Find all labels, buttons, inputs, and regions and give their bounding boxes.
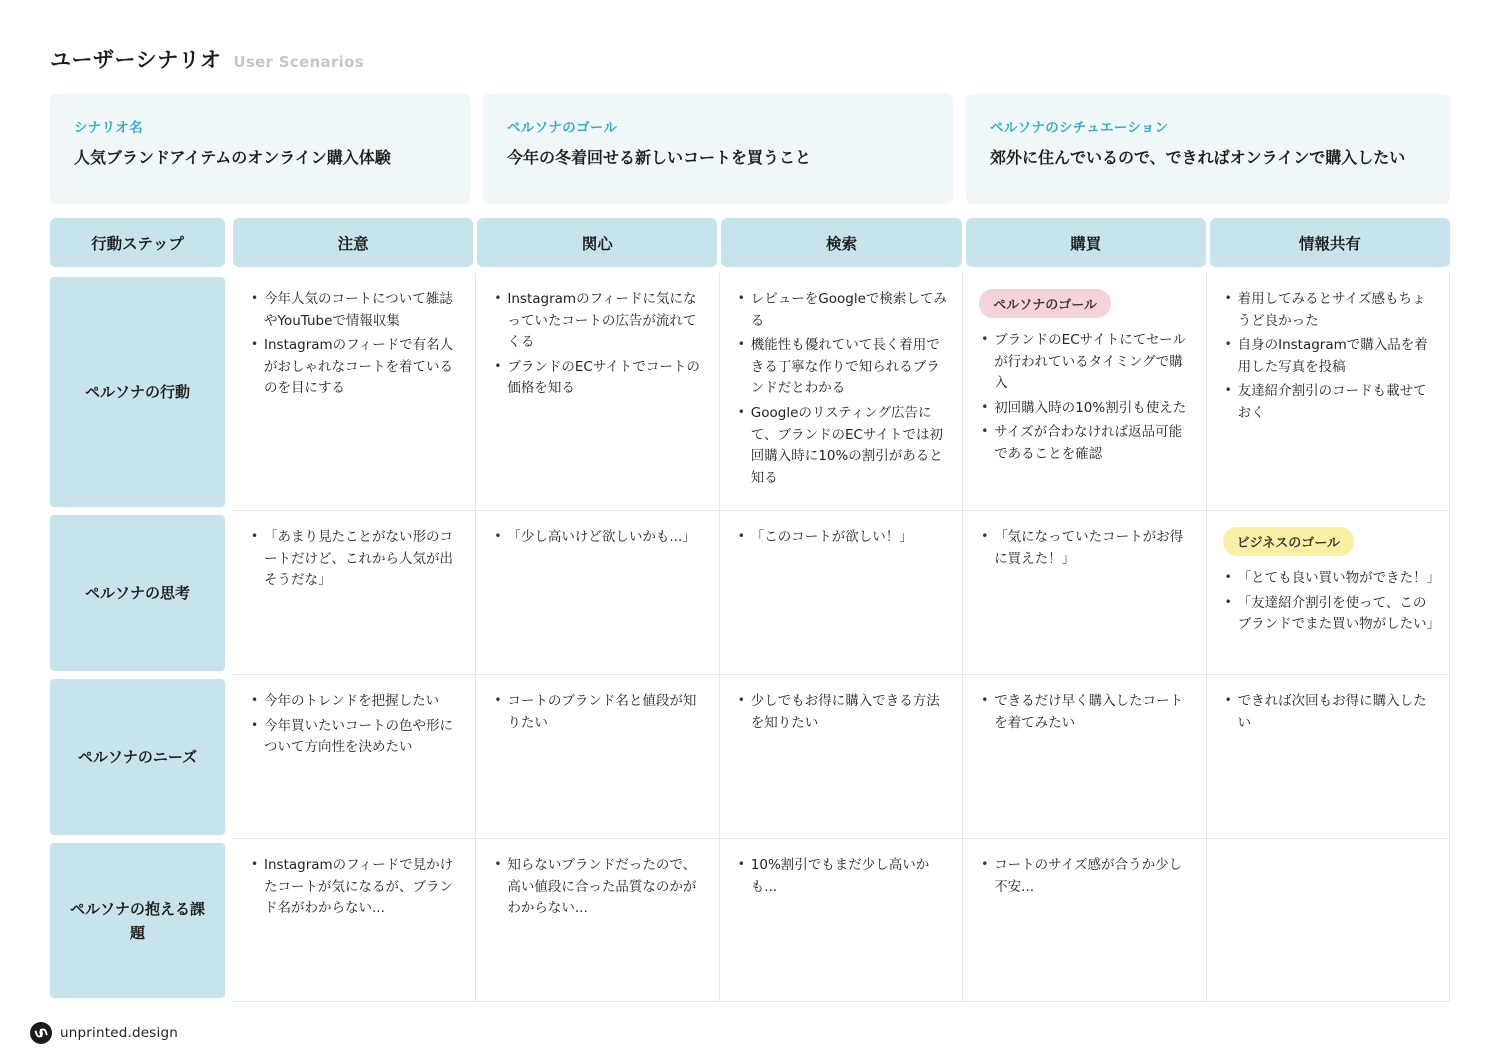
corner-header: 行動ステップ [50, 218, 225, 267]
table-cell [233, 273, 476, 510]
column-header-5: 情報共有 [1210, 218, 1450, 267]
info-card-label: ペルソナのゴール [507, 120, 618, 136]
table-cell [963, 511, 1206, 674]
table-cell [476, 675, 719, 838]
table-cell [476, 839, 719, 1001]
row-label: ペルソナの抱える課題 [50, 843, 225, 998]
row-cells [233, 273, 1450, 511]
table-row-2 [50, 511, 1450, 675]
bullet-item: • 「このコートが欲しい！」 [736, 527, 948, 549]
page-subtitle: User Scenarios [233, 53, 364, 71]
bullet-item: • 今年買いたいコートの色や形について方向性を決めたい [249, 716, 461, 759]
bullet-list [979, 330, 1191, 466]
table-row-4 [50, 839, 1450, 1002]
bullet-item: • 機能性も優れていて長く着用できる丁寧な作りで知られるブランドだとわかる [736, 335, 948, 400]
table-cell [1207, 675, 1450, 838]
row-label: ペルソナの行動 [50, 277, 225, 507]
bullet-item: • ブランドのECサイトにてセールが行われているタイミングで購入 [979, 330, 1191, 395]
scenario-table [50, 218, 1450, 1002]
column-header-4: 購買 [966, 218, 1206, 267]
bullet-item: • Instagramのフィードで見かけたコートが気になるが、ブランド名がわからない... [249, 855, 461, 920]
row-label: ペルソナのニーズ [50, 679, 225, 835]
table-cell [963, 839, 1206, 1001]
info-card-2 [483, 94, 953, 204]
info-card-value: 人気ブランドアイテムのオンライン購入体験 [74, 148, 391, 167]
table-cell [476, 273, 719, 510]
info-card-value: 今年の冬着回せる新しいコートを買うこと [507, 148, 812, 167]
table-cell [963, 675, 1206, 838]
table-row-3 [50, 675, 1450, 839]
bullet-item: • 知らないブランドだったので、高い値段に合った品質なのかがわからない... [492, 855, 704, 920]
bullet-item: • Instagramのフィードで有名人がおしゃれなコートを着ているのを目にする [249, 335, 461, 400]
bullet-item: • 10%割引でもまだ少し高いかも... [736, 855, 948, 898]
bullet-list [249, 289, 461, 400]
info-card-label: シナリオ名 [74, 120, 143, 136]
info-card-3 [966, 94, 1450, 204]
bullet-item: • 「友達紹介割引を使って、このブランドでまた買い物がしたい」 [1223, 593, 1435, 636]
brand-name: unprinted.design [60, 1025, 178, 1041]
bullet-item: • ブランドのECサイトでコートの価格を知る [492, 357, 704, 400]
page-header [50, 44, 1450, 74]
table-cell [476, 511, 719, 674]
bullet-list [979, 527, 1191, 570]
bullet-item: • 少しでもお得に購入できる方法を知りたい [736, 691, 948, 734]
bullet-item: • 着用してみるとサイズ感もちょうど良かった [1223, 289, 1435, 332]
bullet-list [979, 855, 1191, 898]
table-cell [720, 675, 963, 838]
bullet-item: • Googleのリスティング広告にて、ブランドのECサイトでは初回購入時に10%の割引があると知る [736, 403, 948, 489]
bullet-item: • コートのサイズ感が合うか少し不安... [979, 855, 1191, 898]
bullet-list [249, 691, 461, 759]
row-cells [233, 511, 1450, 675]
table-header-row [50, 218, 1450, 267]
info-card-value: 郊外に住んでいるので、できればオンラインで購入したい [990, 148, 1406, 167]
bullet-list [249, 527, 461, 592]
info-card-1 [50, 94, 470, 204]
bullet-item: • 初回購入時の10%割引も使えた [979, 398, 1191, 420]
bullet-item: • できれば次回もお得に購入したい [1223, 691, 1435, 734]
info-card-label: ペルソナのシチュエーション [990, 120, 1169, 136]
bullet-list [492, 527, 704, 549]
column-header-2: 関心 [477, 218, 717, 267]
bullet-item: • コートのブランド名と値段が知りたい [492, 691, 704, 734]
bullet-item: • 今年のトレンドを把握したい [249, 691, 461, 713]
unprinted-logo-icon [30, 1022, 52, 1044]
bullet-list [1223, 289, 1435, 425]
info-cards [50, 94, 1450, 204]
bullet-list [736, 527, 948, 549]
bullet-item: • 「あまり見たことがない形のコートだけど、これから人気が出そうだな」 [249, 527, 461, 592]
bullet-item: • 「気になっていたコートがお得に買えた！」 [979, 527, 1191, 570]
table-body [50, 273, 1450, 1002]
bullet-item: • 今年人気のコートについて雑誌やYouTubeで情報収集 [249, 289, 461, 332]
bullet-list [492, 289, 704, 400]
bullet-list [492, 855, 704, 920]
bullet-item: • 自身のInstagramで購入品を着用した写真を投稿 [1223, 335, 1435, 378]
persona-goal-badge: ペルソナのゴール [979, 289, 1111, 318]
bullet-item: • サイズが合わなければ返品可能であることを確認 [979, 422, 1191, 465]
bullet-item: • できるだけ早く購入したコートを着てみたい [979, 691, 1191, 734]
table-cell [1207, 273, 1450, 510]
bullet-list [736, 855, 948, 898]
row-label: ペルソナの思考 [50, 515, 225, 671]
table-row-1 [50, 273, 1450, 511]
table-cell [1207, 511, 1450, 674]
business-goal-badge: ビジネスのゴール [1223, 527, 1354, 556]
bullet-item: • 友達紹介割引のコードも載せておく [1223, 381, 1435, 424]
column-headers [233, 218, 1450, 267]
row-cells [233, 839, 1450, 1002]
bullet-list [736, 691, 948, 734]
bullet-item: • レビューをGoogleで検索してみる [736, 289, 948, 332]
table-cell [963, 273, 1206, 510]
row-cells [233, 675, 1450, 839]
column-header-1: 注意 [233, 218, 473, 267]
page-title: ユーザーシナリオ [50, 48, 222, 72]
table-cell [233, 839, 476, 1001]
bullet-list [979, 691, 1191, 734]
bullet-list [249, 855, 461, 920]
bullet-list [736, 289, 948, 489]
footer [30, 1022, 178, 1044]
bullet-item: • 「とても良い買い物ができた！」 [1223, 568, 1435, 590]
bullet-list [492, 691, 704, 734]
table-cell [720, 273, 963, 510]
table-cell [1207, 839, 1450, 1001]
bullet-item: • 「少し高いけど欲しいかも...」 [492, 527, 704, 549]
bullet-list [1223, 691, 1435, 734]
bullet-list [1223, 568, 1441, 636]
table-cell [233, 675, 476, 838]
column-header-3: 検索 [721, 218, 961, 267]
table-cell [720, 839, 963, 1001]
bullet-item: • Instagramのフィードに気になっていたコートの広告が流れてくる [492, 289, 704, 354]
table-cell [233, 511, 476, 674]
table-cell [720, 511, 963, 674]
